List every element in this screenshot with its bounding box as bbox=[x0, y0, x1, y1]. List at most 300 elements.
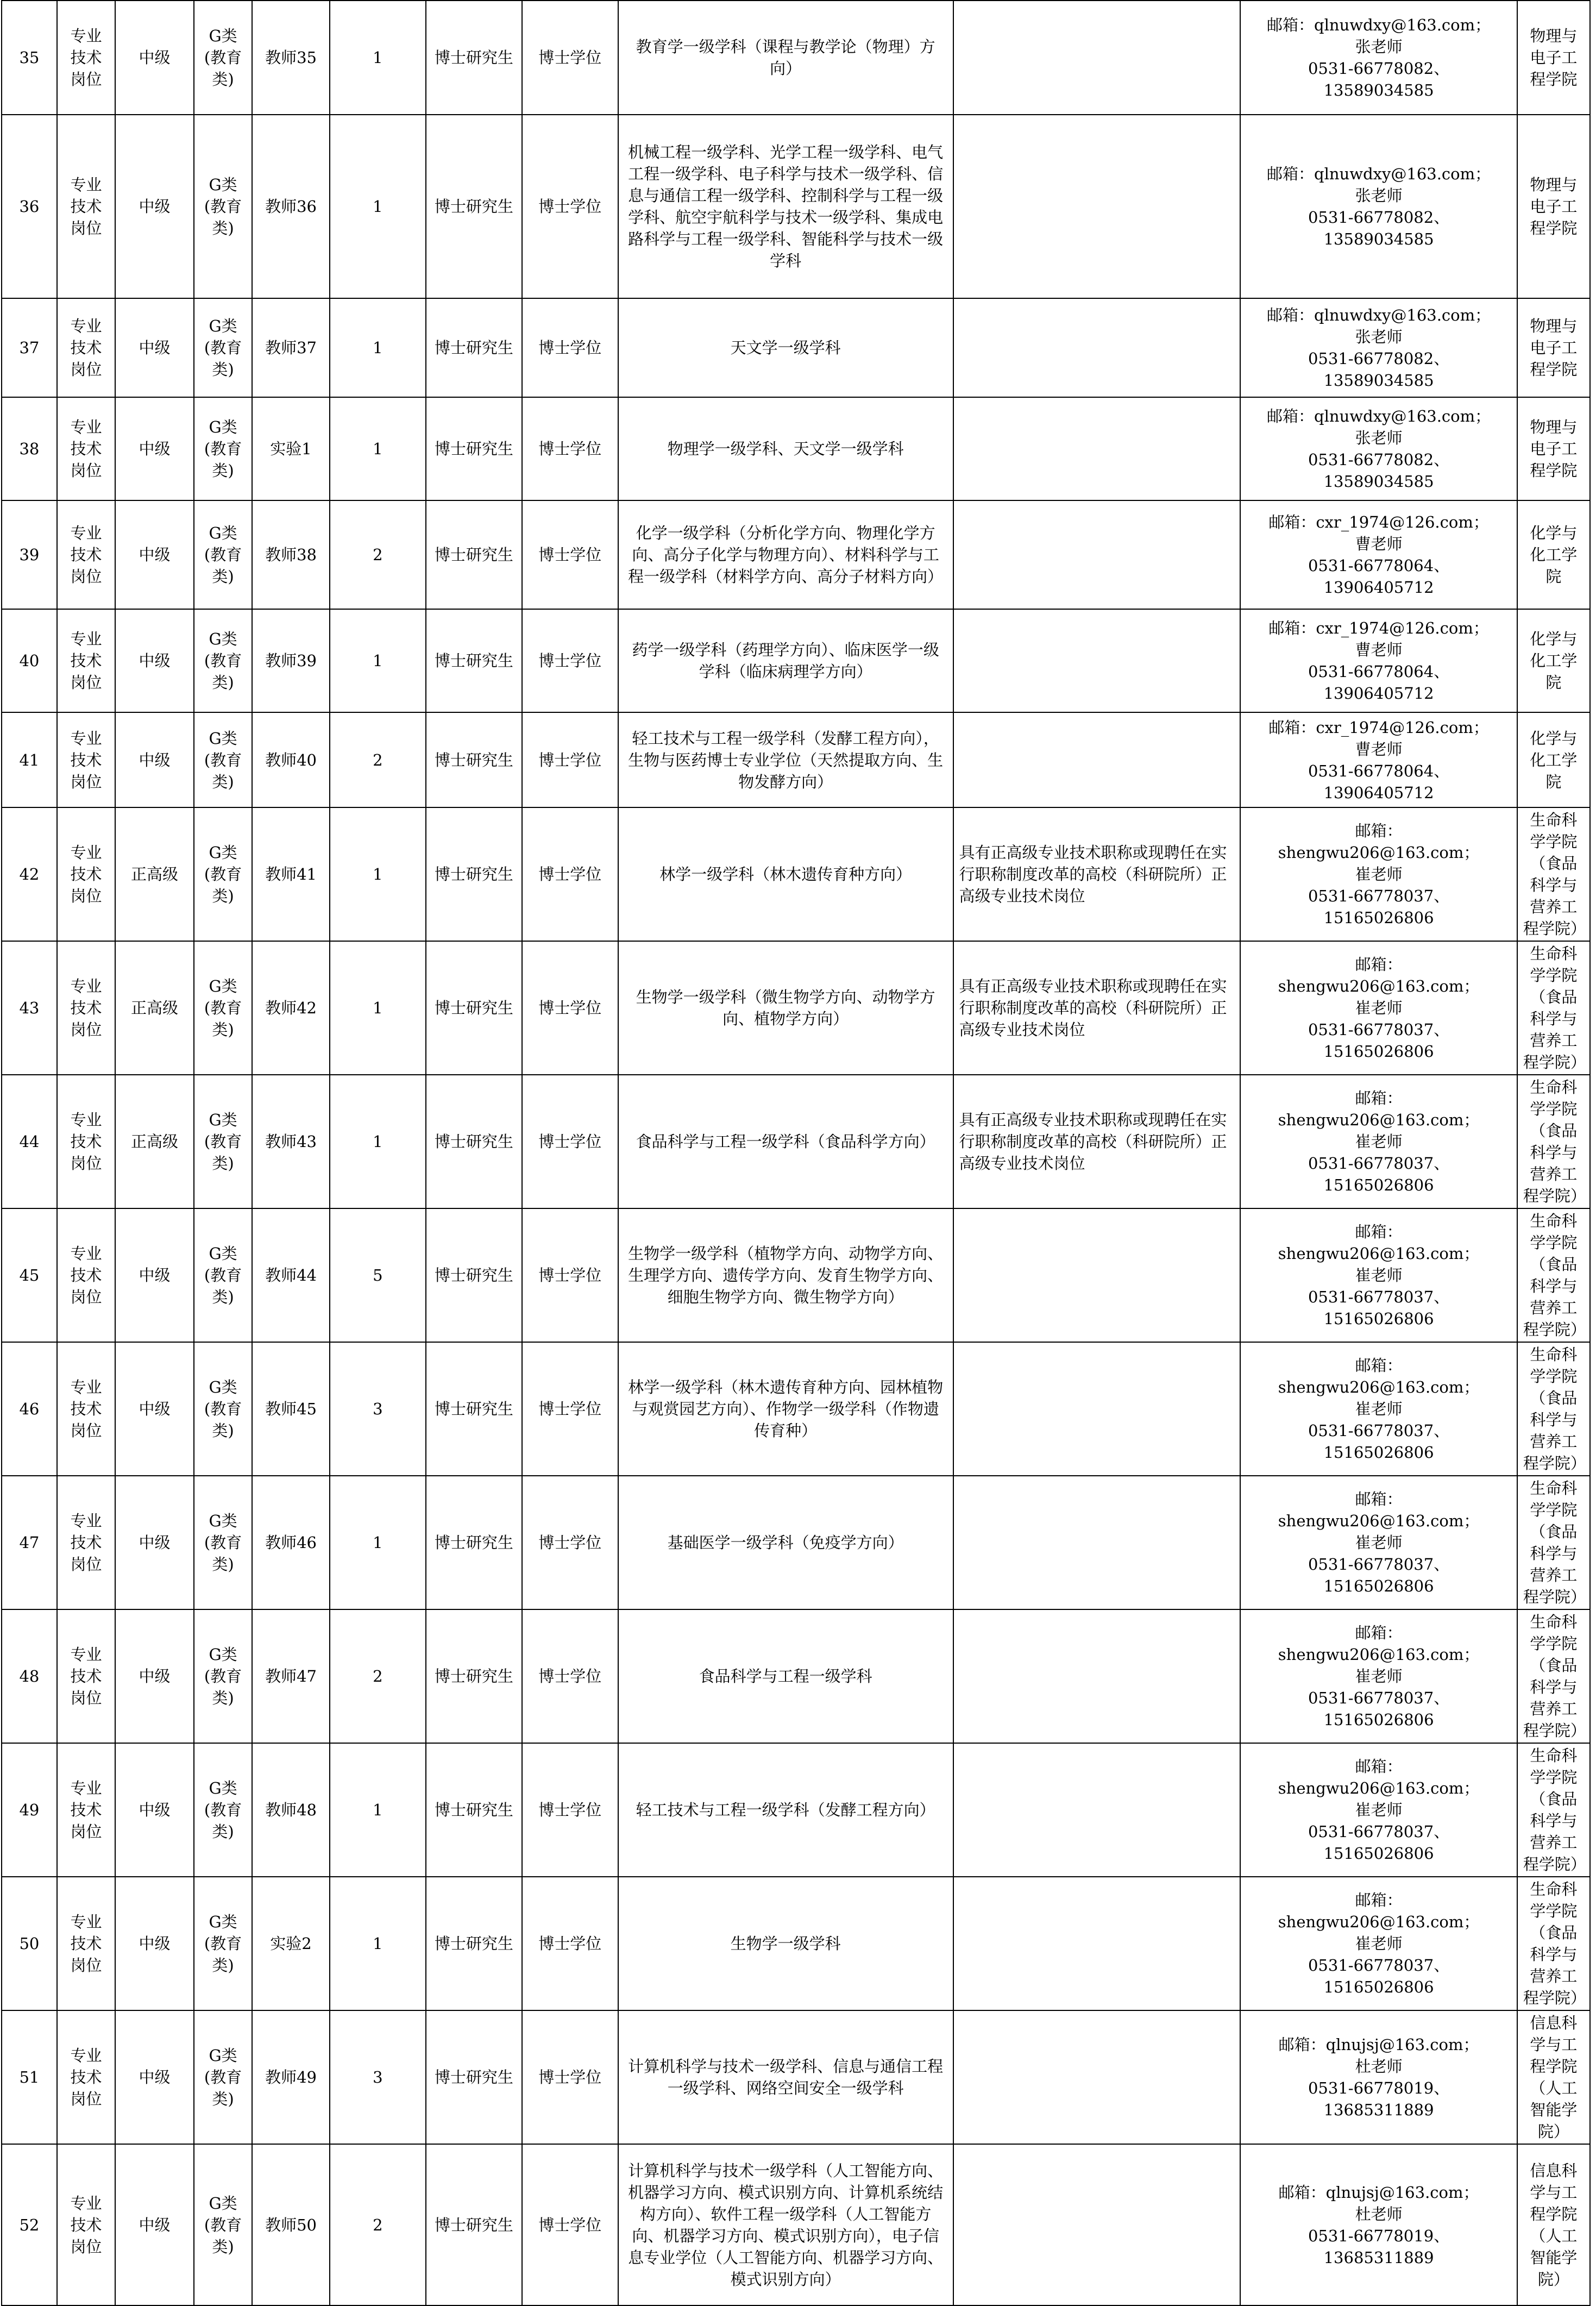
cell-degree: 博士学位 bbox=[522, 2010, 618, 2144]
cell-post-name: 教师40 bbox=[252, 712, 330, 807]
cell-education: 博士研究生 bbox=[426, 609, 522, 712]
cell-department: 化学与化工学院 bbox=[1517, 500, 1590, 609]
contact-line: 0531-66778037、 bbox=[1308, 1689, 1450, 1707]
cell-contact bbox=[1240, 609, 1517, 712]
contact-line: 0531-66778037、 bbox=[1308, 1288, 1450, 1306]
cell-post-type: 专业技术岗位 bbox=[57, 2144, 115, 2305]
cell-level: 中级 bbox=[115, 115, 194, 298]
cell-major: 轻工技术与工程一级学科（发酵工程方向） bbox=[618, 1743, 953, 1877]
contact-line: 13906405712 bbox=[1323, 783, 1434, 802]
table-row bbox=[2, 1877, 1590, 2010]
contact-line: 15165026806 bbox=[1323, 1978, 1434, 1996]
cell-level: 中级 bbox=[115, 1208, 194, 1342]
contact-line: 曹老师 bbox=[1355, 535, 1403, 553]
cell-requirement: 具有正高级专业技术职称或现聘任在实行职称制度改革的高校（科研院所）正高级专业技术岗位 bbox=[953, 941, 1241, 1075]
cell-major: 基础医学一级学科（免疫学方向） bbox=[618, 1476, 953, 1609]
cell-major: 物理学一级学科、天文学一级学科 bbox=[618, 397, 953, 500]
table-row bbox=[2, 807, 1590, 941]
cell-major: 林学一级学科（林木遗传育种方向、园林植物与观赏园艺方向）、作物学一级学科（作物遗传育种） bbox=[618, 1342, 953, 1476]
cell-contact bbox=[1240, 397, 1517, 500]
cell-level: 中级 bbox=[115, 1476, 194, 1609]
cell-education: 博士研究生 bbox=[426, 1075, 522, 1208]
cell-major: 食品科学与工程一级学科 bbox=[618, 1609, 953, 1743]
cell-category: G类(教育类) bbox=[194, 1342, 252, 1476]
cell-major: 计算机科学与技术一级学科（人工智能方向、机器学习方向、模式识别方向、计算机系统结构方向）、软件工程一级学科（人工智能方向、机器学习方向、模式识别方向），电子信息专业学位（人工智能方向、机器学习方向、模式识别方向） bbox=[618, 2144, 953, 2305]
contact-line: 邮箱：cxr_1974@126.com； bbox=[1268, 718, 1489, 737]
cell-education: 博士研究生 bbox=[426, 1743, 522, 1877]
cell-education: 博士研究生 bbox=[426, 1609, 522, 1743]
table-row bbox=[2, 609, 1590, 712]
cell-number: 37 bbox=[2, 298, 57, 397]
cell-category: G类(教育类) bbox=[194, 397, 252, 500]
contact-line: 0531-66778082、 bbox=[1308, 59, 1450, 78]
cell-education: 博士研究生 bbox=[426, 298, 522, 397]
cell-education: 博士研究生 bbox=[426, 2010, 522, 2144]
cell-major: 药学一级学科（药理学方向）、临床医学一级学科（临床病理学方向） bbox=[618, 609, 953, 712]
contact-line: 邮箱： bbox=[1355, 822, 1403, 840]
contact-line: shengwu206@163.com； bbox=[1278, 1378, 1480, 1396]
cell-degree: 博士学位 bbox=[522, 2144, 618, 2305]
contact-line: 邮箱： bbox=[1355, 1757, 1403, 1776]
cell-number: 52 bbox=[2, 2144, 57, 2305]
table-row bbox=[2, 712, 1590, 807]
cell-major: 化学一级学科（分析化学方向、物理化学方向、高分子化学与物理方向）、材料科学与工程一级学科（材料学方向、高分子材料方向） bbox=[618, 500, 953, 609]
cell-degree: 博士学位 bbox=[522, 712, 618, 807]
contact-line: 0531-66778037、 bbox=[1308, 1555, 1450, 1574]
cell-count: 1 bbox=[330, 609, 426, 712]
cell-category: G类(教育类) bbox=[194, 1075, 252, 1208]
cell-post-type: 专业技术岗位 bbox=[57, 500, 115, 609]
cell-post-name: 教师47 bbox=[252, 1609, 330, 1743]
table-row bbox=[2, 1342, 1590, 1476]
cell-requirement: 具有正高级专业技术职称或现聘任在实行职称制度改革的高校（科研院所）正高级专业技术岗位 bbox=[953, 1075, 1241, 1208]
cell-department: 生命科学学院（食品科学与营养工程学院） bbox=[1517, 1877, 1590, 2010]
cell-level: 中级 bbox=[115, 2010, 194, 2144]
cell-number: 45 bbox=[2, 1208, 57, 1342]
contact-line: 曹老师 bbox=[1355, 740, 1403, 759]
table-row bbox=[2, 397, 1590, 500]
table-row bbox=[2, 1743, 1590, 1877]
cell-contact bbox=[1240, 1877, 1517, 2010]
cell-major: 生物学一级学科（植物学方向、动物学方向、生理学方向、遗传学方向、发育生物学方向、细胞生物学方向、微生物学方向） bbox=[618, 1208, 953, 1342]
cell-requirement bbox=[953, 1609, 1241, 1743]
contact-line: 邮箱： bbox=[1355, 1223, 1403, 1241]
cell-count: 1 bbox=[330, 298, 426, 397]
contact-line: 13685311889 bbox=[1323, 2101, 1434, 2119]
contact-line: 邮箱：qlnuwdxy@163.com； bbox=[1267, 16, 1491, 34]
cell-post-name: 教师36 bbox=[252, 115, 330, 298]
cell-post-name: 教师50 bbox=[252, 2144, 330, 2305]
contact-line: shengwu206@163.com； bbox=[1278, 1913, 1480, 1931]
cell-post-type: 专业技术岗位 bbox=[57, 1208, 115, 1342]
contact-line: 邮箱： bbox=[1355, 955, 1403, 974]
cell-post-type: 专业技术岗位 bbox=[57, 298, 115, 397]
cell-level: 中级 bbox=[115, 712, 194, 807]
contact-line: 13589034585 bbox=[1323, 230, 1434, 248]
cell-level: 中级 bbox=[115, 1, 194, 115]
cell-number: 44 bbox=[2, 1075, 57, 1208]
cell-requirement bbox=[953, 298, 1241, 397]
cell-level: 中级 bbox=[115, 1342, 194, 1476]
table-row bbox=[2, 115, 1590, 298]
cell-contact bbox=[1240, 1342, 1517, 1476]
cell-post-name: 实验2 bbox=[252, 1877, 330, 2010]
cell-number: 49 bbox=[2, 1743, 57, 1877]
cell-degree: 博士学位 bbox=[522, 807, 618, 941]
contact-line: 0531-66778082、 bbox=[1308, 208, 1450, 227]
contact-line: 张老师 bbox=[1355, 429, 1403, 447]
contact-line: 0531-66778037、 bbox=[1308, 887, 1450, 905]
cell-education: 博士研究生 bbox=[426, 807, 522, 941]
cell-post-name: 教师39 bbox=[252, 609, 330, 712]
cell-post-type: 专业技术岗位 bbox=[57, 609, 115, 712]
cell-post-name: 教师43 bbox=[252, 1075, 330, 1208]
cell-requirement bbox=[953, 1743, 1241, 1877]
contact-line: 邮箱： bbox=[1355, 1490, 1403, 1508]
cell-degree: 博士学位 bbox=[522, 1743, 618, 1877]
contact-line: 13589034585 bbox=[1323, 472, 1434, 491]
cell-category: G类(教育类) bbox=[194, 2144, 252, 2305]
cell-department: 生命科学学院（食品科学与营养工程学院） bbox=[1517, 1342, 1590, 1476]
contact-line: 0531-66778082、 bbox=[1308, 349, 1450, 368]
cell-contact bbox=[1240, 2144, 1517, 2305]
contact-line: 邮箱：qlnuwdxy@163.com； bbox=[1267, 306, 1491, 324]
cell-contact bbox=[1240, 115, 1517, 298]
cell-major: 教育学一级学科（课程与教学论（物理）方向） bbox=[618, 1, 953, 115]
cell-category: G类(教育类) bbox=[194, 1743, 252, 1877]
cell-category: G类(教育类) bbox=[194, 1609, 252, 1743]
cell-count: 3 bbox=[330, 1342, 426, 1476]
cell-major: 生物学一级学科 bbox=[618, 1877, 953, 2010]
cell-category: G类(教育类) bbox=[194, 1877, 252, 2010]
cell-degree: 博士学位 bbox=[522, 298, 618, 397]
cell-category: G类(教育类) bbox=[194, 712, 252, 807]
cell-count: 2 bbox=[330, 500, 426, 609]
cell-education: 博士研究生 bbox=[426, 1877, 522, 2010]
contact-line: 邮箱：qlnuwdxy@163.com； bbox=[1267, 407, 1491, 425]
positions-table bbox=[1, 0, 1591, 2306]
cell-requirement: 具有正高级专业技术职称或现聘任在实行职称制度改革的高校（科研院所）正高级专业技术岗位 bbox=[953, 807, 1241, 941]
contact-line: 邮箱： bbox=[1355, 1089, 1403, 1107]
cell-post-type: 专业技术岗位 bbox=[57, 115, 115, 298]
cell-department: 生命科学学院（食品科学与营养工程学院） bbox=[1517, 1476, 1590, 1609]
cell-post-type: 专业技术岗位 bbox=[57, 397, 115, 500]
table-row bbox=[2, 1075, 1590, 1208]
contact-line: 13589034585 bbox=[1323, 81, 1434, 99]
cell-degree: 博士学位 bbox=[522, 609, 618, 712]
table-row bbox=[2, 500, 1590, 609]
contact-line: 邮箱：qlnuwdxy@163.com； bbox=[1267, 165, 1491, 183]
cell-contact bbox=[1240, 1743, 1517, 1877]
cell-post-name: 教师49 bbox=[252, 2010, 330, 2144]
contact-line: 崔老师 bbox=[1355, 1667, 1403, 1685]
cell-degree: 博士学位 bbox=[522, 1609, 618, 1743]
cell-requirement bbox=[953, 500, 1241, 609]
contact-line: 曹老师 bbox=[1355, 641, 1403, 659]
cell-number: 50 bbox=[2, 1877, 57, 2010]
contact-line: 0531-66778037、 bbox=[1308, 1020, 1450, 1039]
cell-level: 中级 bbox=[115, 500, 194, 609]
table-row bbox=[2, 1, 1590, 115]
cell-education: 博士研究生 bbox=[426, 1476, 522, 1609]
cell-category: G类(教育类) bbox=[194, 807, 252, 941]
contact-line: 0531-66778019、 bbox=[1308, 2079, 1450, 2097]
table-row bbox=[2, 941, 1590, 1075]
cell-contact bbox=[1240, 2010, 1517, 2144]
cell-degree: 博士学位 bbox=[522, 941, 618, 1075]
cell-post-type: 专业技术岗位 bbox=[57, 2010, 115, 2144]
contact-line: 13906405712 bbox=[1323, 578, 1434, 597]
cell-post-name: 教师38 bbox=[252, 500, 330, 609]
cell-number: 42 bbox=[2, 807, 57, 941]
cell-degree: 博士学位 bbox=[522, 1877, 618, 2010]
table-row bbox=[2, 1208, 1590, 1342]
contact-line: 邮箱： bbox=[1355, 1356, 1403, 1375]
cell-post-type: 专业技术岗位 bbox=[57, 1743, 115, 1877]
cell-category: G类(教育类) bbox=[194, 115, 252, 298]
cell-level: 正高级 bbox=[115, 1075, 194, 1208]
contact-line: 邮箱： bbox=[1355, 1624, 1403, 1642]
cell-level: 中级 bbox=[115, 298, 194, 397]
contact-line: 0531-66778019、 bbox=[1308, 2226, 1450, 2245]
cell-degree: 博士学位 bbox=[522, 115, 618, 298]
cell-count: 1 bbox=[330, 941, 426, 1075]
cell-education: 博士研究生 bbox=[426, 500, 522, 609]
contact-line: 邮箱：cxr_1974@126.com； bbox=[1268, 619, 1489, 637]
cell-education: 博士研究生 bbox=[426, 1342, 522, 1476]
cell-department: 生命科学学院（食品科学与营养工程学院） bbox=[1517, 807, 1590, 941]
cell-category: G类(教育类) bbox=[194, 941, 252, 1075]
cell-count: 1 bbox=[330, 1, 426, 115]
cell-count: 2 bbox=[330, 2144, 426, 2305]
table-row bbox=[2, 1609, 1590, 1743]
contact-line: 张老师 bbox=[1355, 328, 1403, 346]
cell-post-type: 专业技术岗位 bbox=[57, 941, 115, 1075]
cell-department: 生命科学学院（食品科学与营养工程学院） bbox=[1517, 1075, 1590, 1208]
cell-major: 天文学一级学科 bbox=[618, 298, 953, 397]
cell-department: 物理与电子工程学院 bbox=[1517, 1, 1590, 115]
cell-count: 1 bbox=[330, 1877, 426, 2010]
cell-count: 2 bbox=[330, 712, 426, 807]
contact-line: 崔老师 bbox=[1355, 1400, 1403, 1418]
cell-degree: 博士学位 bbox=[522, 1342, 618, 1476]
cell-degree: 博士学位 bbox=[522, 1075, 618, 1208]
cell-department: 信息科学与工程学院（人工智能学院） bbox=[1517, 2010, 1590, 2144]
contact-line: 崔老师 bbox=[1355, 999, 1403, 1017]
cell-level: 中级 bbox=[115, 609, 194, 712]
cell-degree: 博士学位 bbox=[522, 500, 618, 609]
table-body bbox=[2, 1, 1590, 2305]
cell-category: G类(教育类) bbox=[194, 1208, 252, 1342]
cell-contact bbox=[1240, 1609, 1517, 1743]
contact-line: 15165026806 bbox=[1323, 908, 1434, 927]
cell-department: 物理与电子工程学院 bbox=[1517, 115, 1590, 298]
cell-count: 1 bbox=[330, 807, 426, 941]
cell-requirement bbox=[953, 609, 1241, 712]
contact-line: 崔老师 bbox=[1355, 1801, 1403, 1819]
contact-line: 15165026806 bbox=[1323, 1710, 1434, 1729]
contact-line: 15165026806 bbox=[1323, 1176, 1434, 1194]
contact-line: 0531-66778064、 bbox=[1308, 761, 1450, 780]
cell-requirement bbox=[953, 115, 1241, 298]
cell-department: 物理与电子工程学院 bbox=[1517, 298, 1590, 397]
cell-contact bbox=[1240, 941, 1517, 1075]
cell-department: 信息科学与工程学院（人工智能学院） bbox=[1517, 2144, 1590, 2305]
cell-degree: 博士学位 bbox=[522, 397, 618, 500]
cell-number: 35 bbox=[2, 1, 57, 115]
contact-line: 张老师 bbox=[1355, 37, 1403, 56]
cell-education: 博士研究生 bbox=[426, 1, 522, 115]
cell-major: 计算机科学与技术一级学科、信息与通信工程一级学科、网络空间安全一级学科 bbox=[618, 2010, 953, 2144]
cell-post-type: 专业技术岗位 bbox=[57, 1, 115, 115]
contact-line: shengwu206@163.com； bbox=[1278, 1645, 1480, 1664]
table-row bbox=[2, 2010, 1590, 2144]
cell-major: 食品科学与工程一级学科（食品科学方向） bbox=[618, 1075, 953, 1208]
cell-post-name: 教师44 bbox=[252, 1208, 330, 1342]
cell-number: 41 bbox=[2, 712, 57, 807]
contact-line: 0531-66778082、 bbox=[1308, 450, 1450, 469]
cell-department: 生命科学学院（食品科学与营养工程学院） bbox=[1517, 1743, 1590, 1877]
cell-post-type: 专业技术岗位 bbox=[57, 1476, 115, 1609]
cell-requirement bbox=[953, 1877, 1241, 2010]
table-row bbox=[2, 298, 1590, 397]
cell-count: 5 bbox=[330, 1208, 426, 1342]
contact-line: 0531-66778037、 bbox=[1308, 1956, 1450, 1975]
table-row bbox=[2, 1476, 1590, 1609]
contact-line: 邮箱：cxr_1974@126.com； bbox=[1268, 513, 1489, 531]
cell-post-name: 教师48 bbox=[252, 1743, 330, 1877]
cell-count: 2 bbox=[330, 1609, 426, 1743]
cell-count: 1 bbox=[330, 1743, 426, 1877]
contact-line: 13589034585 bbox=[1323, 371, 1434, 390]
contact-line: 邮箱：qlnujsj@163.com； bbox=[1278, 2183, 1479, 2202]
cell-major: 生物学一级学科（微生物学方向、动物学方向、植物学方向） bbox=[618, 941, 953, 1075]
cell-education: 博士研究生 bbox=[426, 397, 522, 500]
cell-count: 1 bbox=[330, 115, 426, 298]
cell-post-name: 实验1 bbox=[252, 397, 330, 500]
cell-post-name: 教师37 bbox=[252, 298, 330, 397]
contact-line: 0531-66778037、 bbox=[1308, 1822, 1450, 1841]
cell-major: 机械工程一级学科、光学工程一级学科、电气工程一级学科、电子科学与技术一级学科、信息与通信工程一级学科、控制科学与工程一级学科、航空宇航科学与技术一级学科、集成电路科学与工程一级学科、智能科学与技术一级学科 bbox=[618, 115, 953, 298]
cell-requirement bbox=[953, 712, 1241, 807]
cell-post-name: 教师41 bbox=[252, 807, 330, 941]
cell-number: 38 bbox=[2, 397, 57, 500]
contact-line: shengwu206@163.com； bbox=[1278, 1244, 1480, 1263]
cell-category: G类(教育类) bbox=[194, 2010, 252, 2144]
contact-line: 崔老师 bbox=[1355, 1266, 1403, 1284]
cell-post-type: 专业技术岗位 bbox=[57, 1342, 115, 1476]
cell-contact bbox=[1240, 712, 1517, 807]
cell-post-name: 教师45 bbox=[252, 1342, 330, 1476]
cell-contact bbox=[1240, 807, 1517, 941]
cell-level: 中级 bbox=[115, 2144, 194, 2305]
cell-level: 中级 bbox=[115, 397, 194, 500]
contact-line: shengwu206@163.com； bbox=[1278, 1512, 1480, 1530]
cell-contact bbox=[1240, 500, 1517, 609]
cell-requirement bbox=[953, 2010, 1241, 2144]
cell-requirement bbox=[953, 397, 1241, 500]
cell-count: 1 bbox=[330, 397, 426, 500]
cell-contact bbox=[1240, 1476, 1517, 1609]
cell-number: 36 bbox=[2, 115, 57, 298]
cell-number: 39 bbox=[2, 500, 57, 609]
cell-post-type: 专业技术岗位 bbox=[57, 1877, 115, 2010]
cell-post-type: 专业技术岗位 bbox=[57, 807, 115, 941]
cell-number: 43 bbox=[2, 941, 57, 1075]
contact-line: 15165026806 bbox=[1323, 1309, 1434, 1328]
cell-education: 博士研究生 bbox=[426, 115, 522, 298]
cell-major: 林学一级学科（林木遗传育种方向） bbox=[618, 807, 953, 941]
cell-department: 生命科学学院（食品科学与营养工程学院） bbox=[1517, 1208, 1590, 1342]
cell-level: 中级 bbox=[115, 1609, 194, 1743]
contact-line: 邮箱： bbox=[1355, 1891, 1403, 1909]
contact-line: 张老师 bbox=[1355, 186, 1403, 205]
cell-major: 轻工技术与工程一级学科（发酵工程方向），生物与医药博士专业学位（天然提取方向、生物发酵方向） bbox=[618, 712, 953, 807]
contact-line: 15165026806 bbox=[1323, 1844, 1434, 1863]
cell-degree: 博士学位 bbox=[522, 1476, 618, 1609]
cell-number: 46 bbox=[2, 1342, 57, 1476]
cell-requirement bbox=[953, 1342, 1241, 1476]
cell-post-type: 专业技术岗位 bbox=[57, 1075, 115, 1208]
cell-post-type: 专业技术岗位 bbox=[57, 712, 115, 807]
cell-level: 正高级 bbox=[115, 807, 194, 941]
cell-contact bbox=[1240, 1208, 1517, 1342]
contact-line: 崔老师 bbox=[1355, 865, 1403, 883]
contact-line: shengwu206@163.com； bbox=[1278, 977, 1480, 995]
cell-post-name: 教师42 bbox=[252, 941, 330, 1075]
cell-number: 40 bbox=[2, 609, 57, 712]
cell-post-name: 教师46 bbox=[252, 1476, 330, 1609]
contact-line: shengwu206@163.com； bbox=[1278, 843, 1480, 862]
cell-level: 中级 bbox=[115, 1743, 194, 1877]
cell-department: 化学与化工学院 bbox=[1517, 609, 1590, 712]
contact-line: 15165026806 bbox=[1323, 1577, 1434, 1595]
cell-number: 48 bbox=[2, 1609, 57, 1743]
cell-education: 博士研究生 bbox=[426, 941, 522, 1075]
cell-department: 生命科学学院（食品科学与营养工程学院） bbox=[1517, 941, 1590, 1075]
cell-post-name: 教师35 bbox=[252, 1, 330, 115]
cell-degree: 博士学位 bbox=[522, 1208, 618, 1342]
contact-line: 15165026806 bbox=[1323, 1443, 1434, 1462]
contact-line: 崔老师 bbox=[1355, 1533, 1403, 1552]
cell-requirement bbox=[953, 1, 1241, 115]
contact-line: 0531-66778064、 bbox=[1308, 662, 1450, 681]
cell-category: G类(教育类) bbox=[194, 500, 252, 609]
cell-count: 1 bbox=[330, 1476, 426, 1609]
cell-count: 1 bbox=[330, 1075, 426, 1208]
cell-department: 物理与电子工程学院 bbox=[1517, 397, 1590, 500]
cell-category: G类(教育类) bbox=[194, 1476, 252, 1609]
contact-line: 13906405712 bbox=[1323, 684, 1434, 703]
cell-requirement bbox=[953, 1208, 1241, 1342]
cell-number: 47 bbox=[2, 1476, 57, 1609]
contact-line: 杜老师 bbox=[1355, 2057, 1403, 2076]
contact-line: 邮箱：qlnujsj@163.com； bbox=[1278, 2035, 1479, 2054]
cell-level: 正高级 bbox=[115, 941, 194, 1075]
contact-line: 崔老师 bbox=[1355, 1934, 1403, 1953]
cell-post-type: 专业技术岗位 bbox=[57, 1609, 115, 1743]
cell-department: 化学与化工学院 bbox=[1517, 712, 1590, 807]
cell-education: 博士研究生 bbox=[426, 2144, 522, 2305]
contact-line: 0531-66778037、 bbox=[1308, 1421, 1450, 1440]
cell-category: G类(教育类) bbox=[194, 298, 252, 397]
cell-contact bbox=[1240, 1075, 1517, 1208]
table-row bbox=[2, 2144, 1590, 2305]
cell-requirement bbox=[953, 1476, 1241, 1609]
contact-line: 15165026806 bbox=[1323, 1042, 1434, 1061]
cell-level: 中级 bbox=[115, 1877, 194, 2010]
cell-department: 生命科学学院（食品科学与营养工程学院） bbox=[1517, 1609, 1590, 1743]
